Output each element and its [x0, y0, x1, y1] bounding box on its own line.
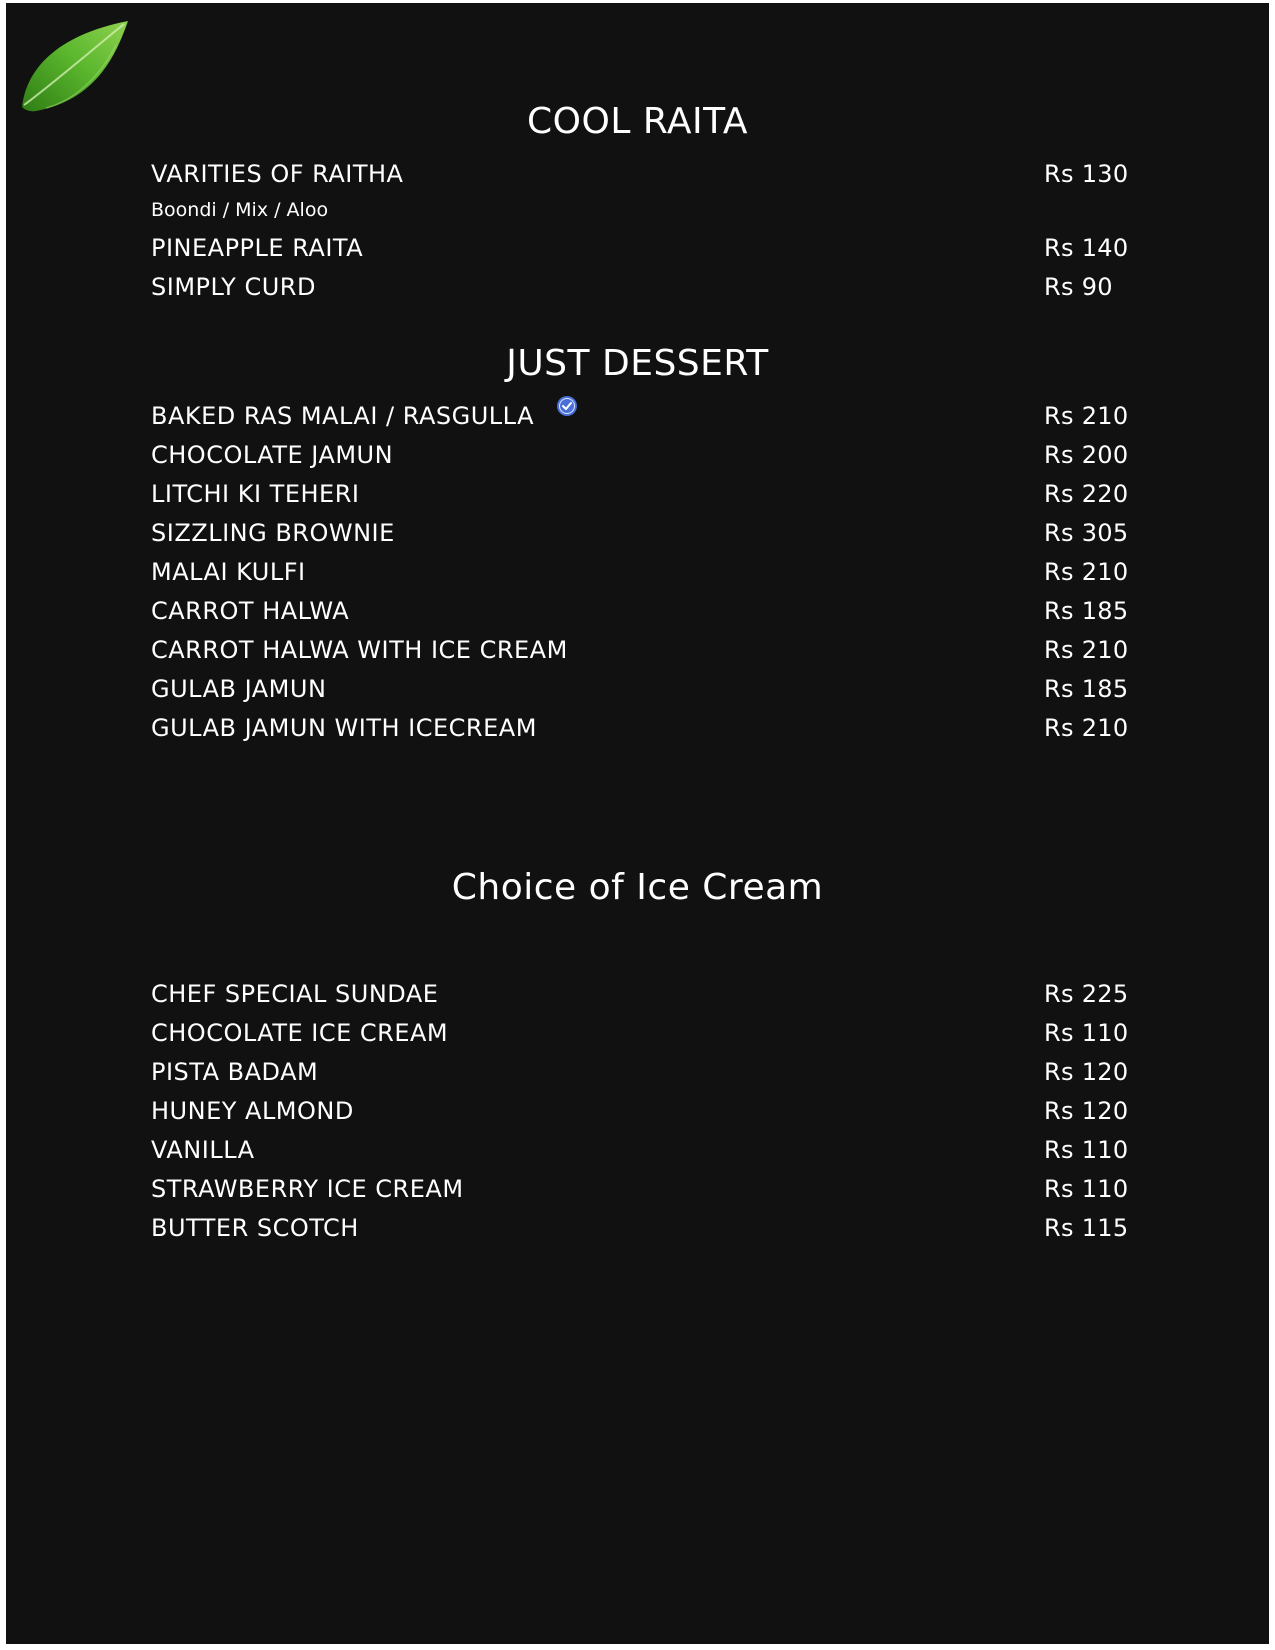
item-price: Rs 200 — [1044, 441, 1129, 469]
menu-list-ice-cream — [151, 979, 1129, 1252]
menu-item — [151, 596, 1129, 635]
menu-item — [151, 557, 1129, 596]
item-price: Rs 90 — [1044, 273, 1113, 301]
verified-badge-icon — [556, 395, 578, 417]
menu-list-just-dessert — [151, 401, 1129, 752]
item-name: BUTTER SCOTCH — [151, 1214, 359, 1242]
item-name: CARROT HALWA — [151, 597, 350, 625]
item-price: Rs 130 — [1044, 160, 1129, 188]
menu-item — [151, 1174, 1129, 1213]
item-name: HUNEY ALMOND — [151, 1097, 354, 1125]
item-name: SIMPLY CURD — [151, 273, 316, 301]
item-name: CHOCOLATE ICE CREAM — [151, 1019, 449, 1047]
item-name: CARROT HALWA WITH ICE CREAM — [151, 636, 568, 664]
menu-item — [151, 159, 1129, 233]
item-price: Rs 210 — [1044, 402, 1129, 430]
menu-item — [151, 272, 1129, 313]
section-title-just-dessert: JUST DESSERT — [506, 343, 769, 384]
item-price: Rs 220 — [1044, 480, 1129, 508]
menu-item — [151, 440, 1129, 479]
item-price: Rs 185 — [1044, 675, 1129, 703]
menu-item — [151, 1213, 1129, 1252]
menu-item — [151, 674, 1129, 713]
item-price: Rs 225 — [1044, 980, 1129, 1008]
item-price: Rs 140 — [1044, 234, 1129, 262]
item-name: VARITIES OF RAITHA — [151, 160, 404, 188]
menu-item — [151, 1135, 1129, 1174]
item-price: Rs 110 — [1044, 1019, 1129, 1047]
item-subtitle: Boondi / Mix / Aloo — [151, 199, 329, 221]
item-name: SIZZLING BROWNIE — [151, 519, 395, 547]
section-title-cool-raita: COOL RAITA — [527, 101, 748, 142]
item-name: VANILLA — [151, 1136, 255, 1164]
item-price: Rs 210 — [1044, 558, 1129, 586]
menu-item — [151, 518, 1129, 557]
item-price: Rs 115 — [1044, 1214, 1129, 1242]
menu-item — [151, 635, 1129, 674]
item-price: Rs 110 — [1044, 1175, 1129, 1203]
item-price: Rs 210 — [1044, 636, 1129, 664]
item-name: STRAWBERRY ICE CREAM — [151, 1175, 464, 1203]
menu-page — [6, 3, 1269, 1644]
item-price: Rs 120 — [1044, 1058, 1129, 1086]
green-leaf-icon — [16, 15, 136, 115]
item-name: GULAB JAMUN WITH ICECREAM — [151, 714, 537, 742]
menu-item — [151, 1096, 1129, 1135]
menu-item — [151, 1018, 1129, 1057]
item-name — [151, 401, 578, 431]
menu-item — [151, 401, 1129, 440]
item-name: LITCHI KI TEHERI — [151, 480, 360, 508]
item-name: PISTA BADAM — [151, 1058, 319, 1086]
item-price: Rs 110 — [1044, 1136, 1129, 1164]
item-price: Rs 120 — [1044, 1097, 1129, 1125]
item-name: PINEAPPLE RAITA — [151, 234, 364, 262]
item-name: CHOCOLATE JAMUN — [151, 441, 394, 469]
item-name: MALAI KULFI — [151, 558, 306, 586]
section-title-ice-cream: Choice of Ice Cream — [451, 867, 824, 908]
menu-list-cool-raita — [151, 159, 1129, 313]
item-price: Rs 210 — [1044, 714, 1129, 742]
menu-item — [151, 1057, 1129, 1096]
item-name-text: BAKED RAS MALAI / RASGULLA — [151, 402, 534, 430]
menu-item — [151, 713, 1129, 752]
item-name: CHEF SPECIAL SUNDAE — [151, 980, 439, 1008]
item-price: Rs 305 — [1044, 519, 1129, 547]
menu-item — [151, 979, 1129, 1018]
menu-item — [151, 479, 1129, 518]
item-price: Rs 185 — [1044, 597, 1129, 625]
item-name: GULAB JAMUN — [151, 675, 327, 703]
menu-item — [151, 233, 1129, 272]
